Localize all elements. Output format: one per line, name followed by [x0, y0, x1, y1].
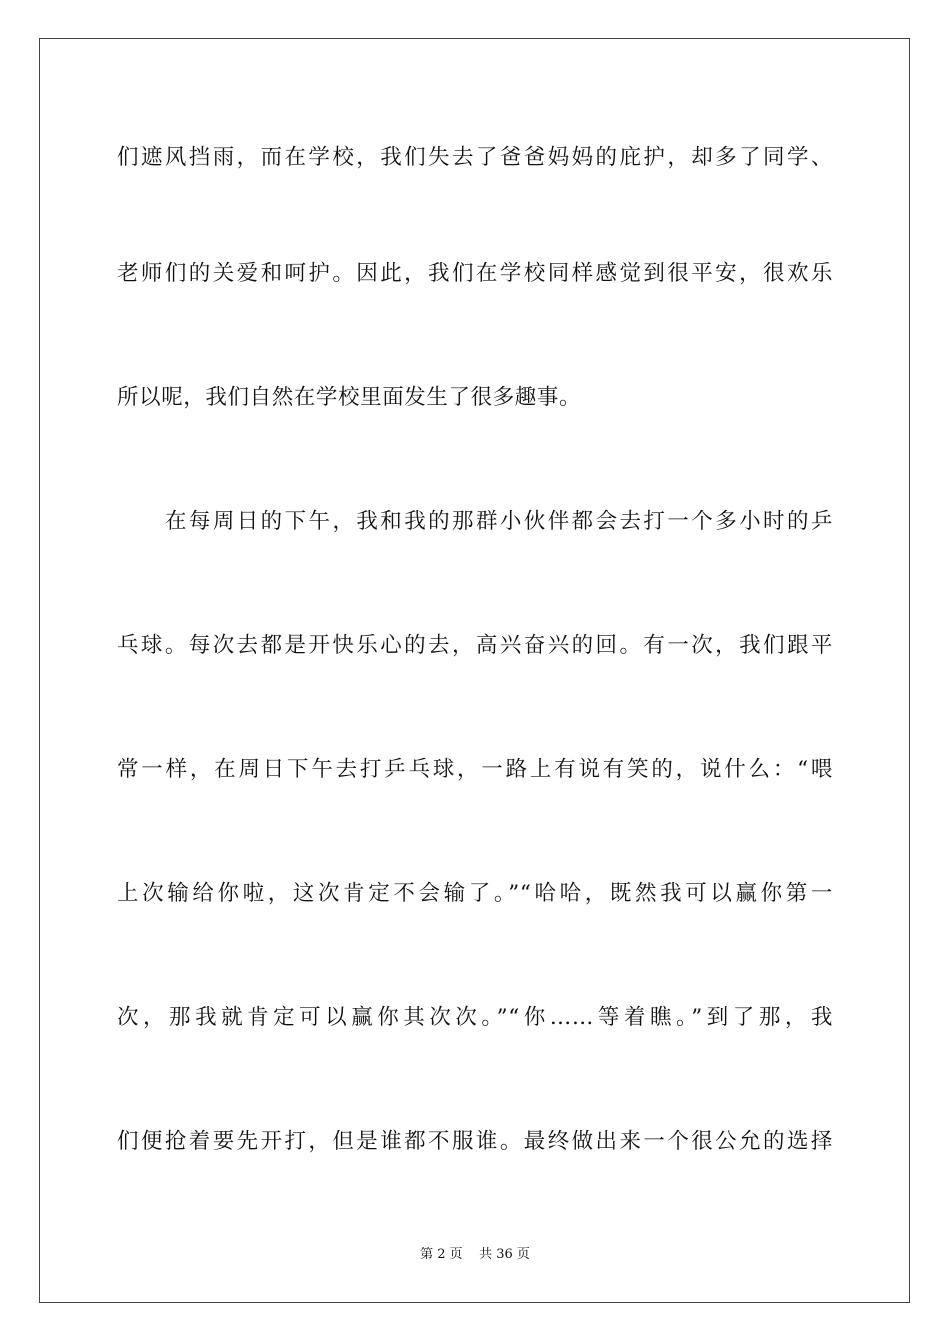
text-line: 乓球。每次去都是开快乐心的去，高兴奋兴的回。有一次，我们跟平 — [117, 633, 833, 658]
text-line: 上次输给你啦，这次肯定不会输了。”“哈哈，既然我可以赢你第一 — [117, 881, 833, 906]
text-line: 常一样，在周日下午去打乒乓球，一路上有说有笑的，说什么：“喂 — [117, 757, 833, 782]
text-line: 们便抢着要先开打，但是谁都不服谁。最终做出来一个很公允的选择 — [117, 1129, 833, 1154]
text-line: 们遮风挡雨，而在学校，我们失去了爸爸妈妈的庇护，却多了同学、 — [117, 145, 833, 170]
text-line: 老师们的关爱和呵护。因此，我们在学校同样感觉到很平安，很欢乐 — [117, 261, 833, 286]
page-number: 第 2 页 共 36 页 — [420, 1247, 530, 1262]
paragraph-first-line: 在每周日的下午，我和我的那群小伙伴都会去打一个多小时的乒 — [165, 509, 833, 534]
text-line: 所以呢，我们自然在学校里面发生了很多趣事。 — [117, 385, 582, 410]
text-line: 次，那我就肯定可以赢你其次次。”“你……等着瞧。”到了那，我 — [117, 1005, 833, 1030]
page-border — [39, 38, 910, 1303]
